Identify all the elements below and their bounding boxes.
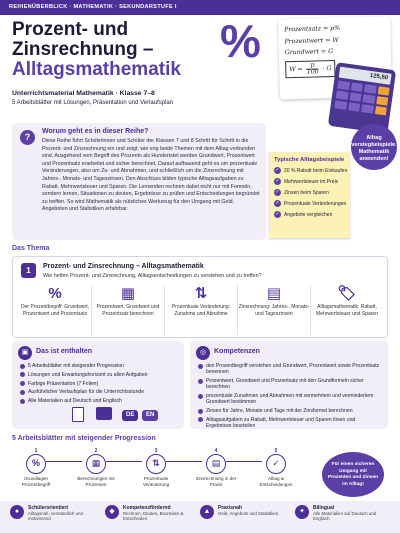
footer-item: ▲ Praxisnah Geld, Angebote und Statistiken	[200, 505, 295, 529]
calculator-icon: ▦	[120, 285, 136, 302]
unit-title: Prozent- und Zinsrechnung – Alltagsmathematik	[43, 263, 204, 270]
examples-heading: Typische Alltagsbeispiele	[274, 157, 345, 163]
included-box	[12, 341, 184, 429]
lang-de-badge: DE	[122, 410, 138, 421]
student-icon: ●	[10, 505, 24, 519]
up-down-arrows-icon: ⇅	[146, 454, 166, 474]
formula-denominator: 100	[306, 67, 319, 76]
examples-note	[269, 152, 350, 238]
competence-item: Zinsen für Jahre, Monate und Tage mit der Zinsformel berechnen	[198, 408, 380, 414]
package-icon: ▣	[18, 346, 32, 360]
calculator-icon: ▦	[86, 454, 106, 474]
theme-heading: Das Thema	[12, 245, 50, 252]
calendar-icon: ▤	[266, 285, 282, 302]
competence-item: prozentuale Zunahmen und Abnahmen mit vermehrtem und vermindertem Grundwert bestimmen	[198, 393, 380, 405]
subtitle-detail: 5 Arbeitsblätter mit Lösungen, Präsentation und Verlaufsplan	[12, 100, 174, 106]
alltag-badge: Alltag verstegbeispiele. Mathematik anwenden!	[351, 124, 397, 170]
example-item: ✓ Prozentuale Veränderungen	[275, 200, 347, 207]
globe-icon: ✦	[295, 505, 309, 519]
check-icon: ✓	[275, 189, 280, 196]
formula-right: · G	[322, 64, 332, 72]
example-item: ✓ 20 % Rabatt beim Einkaufen	[275, 167, 348, 174]
footer-item: ◆ Kompetenzfördernd Rechnen, Deuten, Beurteilen & Entscheiden	[105, 505, 200, 529]
topic-label: Der Prozentbegriff: Grundwert, Prozentwert und Prozentsatz	[21, 304, 89, 317]
top-banner: REIHENÜBERBLICK · MATHEMATIK · SEKUNDARSTUFE I	[0, 0, 400, 15]
competences-box	[190, 341, 388, 429]
unit-topic	[19, 285, 92, 335]
included-item: Farbige Präsentation (7 Folien)	[20, 381, 148, 387]
included-item: Lösungen und Erwartungshorizont zu allen Aufgaben	[20, 372, 148, 378]
competence-item: den Prozentbegriff verstehen und Grundwert, Prozentwert sowie Prozentsatz benennen	[198, 363, 380, 375]
unit-topic	[165, 285, 238, 335]
topic-label: Zinsrechnung: Jahres-, Monats- und Tageszinsen	[238, 304, 310, 317]
document-icon	[72, 407, 84, 422]
target-icon: ◎	[196, 346, 210, 360]
intro-box	[12, 123, 266, 240]
page-title	[12, 20, 222, 80]
topic-label: Prozentwert, Grundwert und Prozentsatz berechnen	[96, 304, 160, 317]
calendar-icon: ▤	[206, 454, 226, 474]
percent-icon: %	[220, 15, 261, 67]
progression-step: 4 ▤ Zinsrechnung in der Praxis	[195, 448, 237, 487]
intro-text: Diese Reihe führt Schülerinnen und Schüler der Klassen 7 und 8 Schritt für Schritt in die Prozent- und Zinsrechnung ein und zeigt, wie eng beide Themen mit dem Alltag verbunden sind. Ausgehend vom Begriff des Prozents als Hundertstel werden Grundwert, Prozentwert und Prozentsatz erarbeitet und sicher berechnet. Darauf aufbauend geht es um prozentuale Veränderungen, also um Zu- und Abnahmen, und schließlich um die Zinsrechnung mit Jahres-, Monats- und Tageszinsen. Den Abschluss bilden typische Alltagsaufgaben zu Rabatt, Mehrwertsteuer und Sparen. Die Lernenden rechnen dabei nicht nur mit Formeln, sondern lernen, Situationen zu deuten, Ergebnisse zu prüfen und Entscheidungen begründet zu treffen. So wird Mathematik als nützliches Werkzeug für den Umgang mit Geld, Angeboten und Statistiken erfahrbar.	[42, 138, 260, 213]
title-line-2: Zinsrechnung –	[12, 39, 154, 60]
included-item: 5 Arbeitsblätter mit steigender Progression	[20, 363, 148, 369]
example-item: ✓ Angebote vergleichen	[275, 211, 333, 218]
competence-icon: ◆	[105, 505, 119, 519]
competence-item: Alltagsaufgaben zu Rabatt, Mehrwertsteuer und Sparen lösen und Ergebnisse beurteilen	[198, 417, 380, 429]
progression-step: 2 ▦ Berechnungen mit Prozenten	[77, 448, 115, 487]
title-line-1: Prozent- und	[12, 19, 129, 40]
unit-number: 1	[21, 263, 36, 278]
competences-heading: Kompetenzen	[214, 348, 260, 355]
main-formula	[285, 59, 336, 77]
percent-icon: %	[26, 454, 46, 474]
check-icon: ✓	[275, 167, 280, 174]
question-icon: ?	[20, 130, 35, 145]
progression-step: 5 ✓ Alltag & Entscheidungen	[259, 448, 293, 487]
check-icon: ✓	[275, 211, 280, 218]
calculator-keys	[334, 81, 389, 116]
formula-numerator: p	[307, 62, 319, 69]
check-icon: ✓	[275, 178, 280, 185]
intro-heading: Worum geht es in dieser Reihe?	[42, 128, 149, 135]
unit-question: Wie helfen Prozent- und Zinsrechnung, Alltagsentscheidungen zu verstehen und zu treffen?	[43, 273, 262, 279]
formula-line: Prozentsatz = p%	[284, 24, 341, 34]
up-down-arrows-icon: ⇅	[194, 285, 208, 302]
progression-track	[12, 448, 312, 498]
example-item: ✓ Zinsen beim Sparen	[275, 189, 329, 196]
progression-callout: Für einen sicheren Umgang mit Prozenten und Zinsen im Alltag!	[322, 452, 384, 497]
included-item: Alle Materialien auf Deutsch und Englisch	[20, 398, 148, 404]
topic-label: Alltagsmathematik: Rabatt, Mehrwertsteuer und Sparen	[316, 304, 378, 317]
wallet-icon: ▲	[200, 505, 214, 519]
formula-line: Grundwert = G	[284, 48, 334, 57]
price-tag-icon: 🏷	[337, 285, 357, 302]
formula-line: Prozentwert = W	[284, 36, 339, 45]
progression-step: 3 ⇅ Prozentuale Veränderung	[142, 448, 170, 487]
presentation-icon	[96, 407, 112, 420]
included-heading: Das ist enthalten	[36, 348, 93, 355]
unit-topic	[311, 285, 383, 335]
footer-item: ● Schülerorientiert Alltagsnah, verständlich und motivierend	[10, 505, 105, 529]
calculator-icon	[328, 62, 396, 134]
lang-en-badge: EN	[142, 410, 158, 421]
percent-icon: %	[48, 285, 62, 302]
calculator-display: 125,50	[339, 67, 392, 85]
progression-heading: 5 Arbeitsblätter mit steigender Progression	[12, 435, 156, 442]
unit-topic	[92, 285, 165, 335]
included-item: Ausführlicher Verlaufsplan für die Unterrichtsstunde	[20, 389, 148, 395]
topic-label: Prozentuale Veränderung: Zunahme und Abnahme	[171, 304, 231, 317]
unit-card	[12, 256, 388, 338]
footer-item: ✦ Bilingual Alle Materialien auf Deutsch und Englisch	[295, 505, 390, 529]
check-icon: ✓	[275, 200, 280, 207]
footer-bar	[0, 501, 400, 533]
subtitle: Unterrichtsmaterial Mathematik · Klasse 7–8	[12, 90, 155, 97]
unit-topic	[238, 285, 311, 335]
checklist-icon: ✓	[266, 454, 286, 474]
progression-step: 1 % Grundlagen Prozentbegriff	[21, 448, 51, 487]
formula-left: W =	[289, 65, 303, 73]
title-line-3: Alltagsmathematik	[12, 59, 181, 80]
competence-item: Prozentwert, Grundwert und Prozentsatz mit den Grundformeln sicher berechnen	[198, 378, 380, 390]
example-item: ✓ Mehrwertsteuer im Preis	[275, 178, 339, 185]
